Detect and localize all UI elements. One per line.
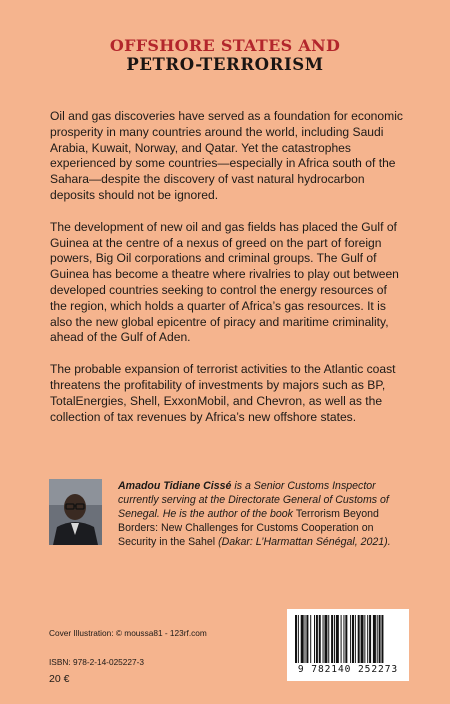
paragraph-2: The development of new oil and gas fields has placed the Gulf of Guinea at the centre of a nexus of greed on the part of foreign powers, Big Oil corporations and criminal groups. The Gulf of Guinea has become a theatre where rivalries to play out between developed countries seeking to control the energy resources of the region, which holds a quarter of Africa’s gas resources. It is also the new global epicentre of piracy and maritime criminality, ahead of the Gulf of Aden. <box>50 219 399 345</box>
barcode-bar <box>298 615 299 663</box>
barcode-bar <box>350 615 351 663</box>
author-book-title: Terrorism Beyond Borders: New Challenges for Customs Cooperation on Security in the Sahel <box>118 508 379 548</box>
cover-illustration-credit: Cover Illustration: © moussa81 - 123rf.com <box>49 628 207 638</box>
barcode-number: 9 782140 252273 <box>297 664 399 675</box>
barcode-bar <box>364 615 365 663</box>
barcode-bar <box>334 615 335 663</box>
author-photo <box>49 479 102 545</box>
barcode-bar <box>336 615 339 663</box>
barcode-bar <box>381 615 383 663</box>
barcode-bar <box>341 615 342 663</box>
author-name: Amadou Tidiane Cissé <box>118 480 232 492</box>
barcode-bar <box>331 615 333 663</box>
barcode-bar <box>367 615 368 663</box>
barcode-bar <box>310 615 311 663</box>
author-bio-part-2: (Dakar: L’Harmattan Sénégal, 2021). <box>215 536 391 548</box>
title-block <box>0 36 450 75</box>
barcode-bar <box>373 615 376 663</box>
title-line-1: OFFSHORE STATES AND <box>109 36 341 55</box>
barcode-bar <box>305 615 306 663</box>
author-bio-part-1: is a Senior Customs Inspector currently serving at the Directorate General of Customs of Senegal. He is the author of the book <box>118 480 389 520</box>
barcode-bar <box>361 615 364 663</box>
barcode-bar <box>306 615 308 663</box>
barcode-bar <box>319 615 321 663</box>
barcode-bar <box>343 615 344 663</box>
paragraph-3: The probable expansion of terrorist activities to the Atlantic coast threatens the profitability of investments by majors such as BP, TotalEnergies, Shell, ExxonMobil, and Chevron, as well as the collection of tax revenues by Africa’s new offshore states. <box>50 362 396 424</box>
price: 20 € <box>49 673 70 685</box>
barcode-bar <box>379 615 381 663</box>
barcode-bar <box>377 615 378 663</box>
title-line-2: PETRO-TERRORISM <box>126 55 324 74</box>
blurb-text <box>50 109 406 441</box>
barcode-bar <box>352 615 354 663</box>
barcode-bar <box>369 615 371 663</box>
barcode-bar <box>328 615 329 663</box>
paragraph-1: Oil and gas discoveries have served as a foundation for economic prosperity in many countries around the world, including Saudi Arabia, Kuwait, Norway, and Qatar. Yet the catastrophes experienced by some countries—especially in Africa south of the Sahara—despite the discovery of vast natural hydrocarbon deposits should not be ignored. <box>50 109 403 202</box>
barcode-bar <box>314 615 315 663</box>
author-bio <box>118 479 409 549</box>
barcode-bar <box>323 615 324 663</box>
barcode-bar <box>345 615 347 663</box>
barcode-bar <box>316 615 318 663</box>
barcode-bar <box>358 615 360 663</box>
barcode-bar <box>295 615 297 663</box>
barcode-bar <box>324 615 327 663</box>
barcode-bar <box>355 615 356 663</box>
barcode-bars-icon <box>295 615 401 663</box>
isbn: ISBN: 978-2-14-025227-3 <box>49 657 145 667</box>
barcode-bar <box>301 615 304 663</box>
barcode <box>287 609 409 681</box>
